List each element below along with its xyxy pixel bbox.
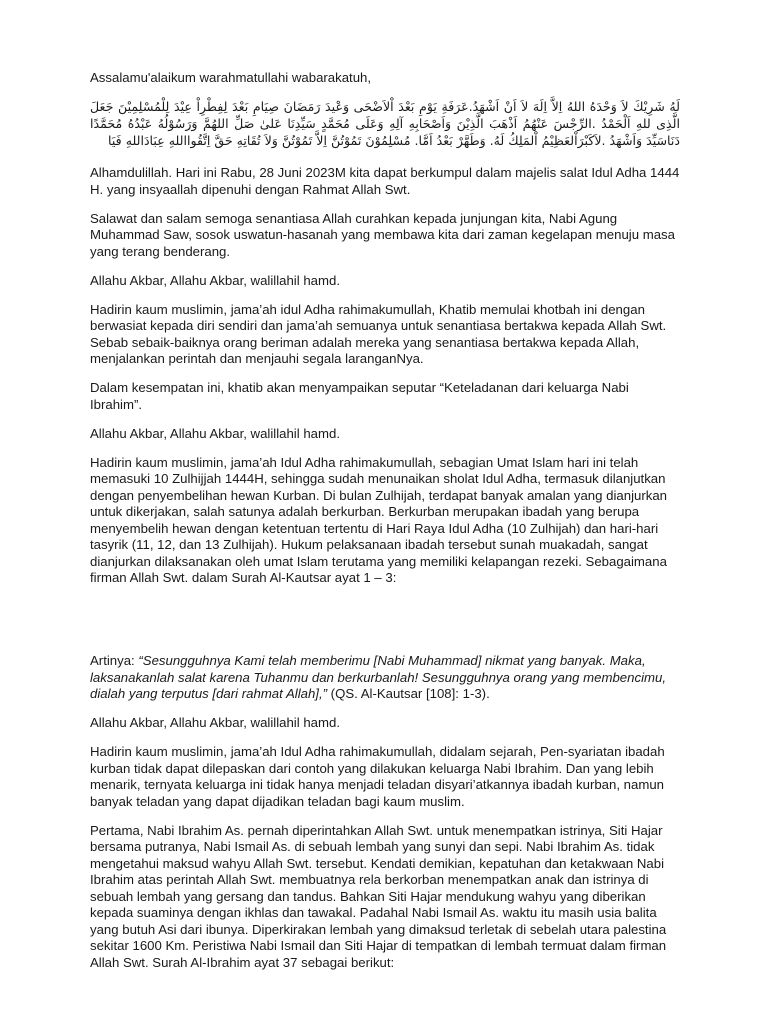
paragraph-sejarah-kurban: Hadirin kaum muslimin, jama’ah Idul Adha rahimakumullah, didalam sejarah, Pen-syariatan ibadah kurban tidak dapat dilepaskan dari contoh yang dilakukan keluarga Nabi Ibrahim. Dan yang lebih menarik, ternyata keluarga ini tidak hanya menjadi teladan disyari’atkannya ibadah kurban, namun banyak teladan yang dapat dijadikan teladan bagi kaum muslim. — [90, 744, 665, 809]
arabic-opening-text: لَهُ شَرِيْكَ لاَ وَحْدَهُ اللهُ اِلاَّ اِلَهَ لاَ اَنْ اَشْهَدُ.عَرَفَةِ يَوْمِ بَعْدَ اْلاَضْحَى وَعْيدَ رَمَضَانَ صِيَامِ بَعْدَ لِفِطْرِاْ عِيْدَ لِلْمُسْلِمِيْنَ جَعَلَ الَّذِى للهِ اَلْحَمْدُ .الرِّجْسَ عَنْهُمُ اَذْهَبَ الَّذِيْنَ وَاَصْحَابِهِ آلِهِ وَعَلَى مُحَمَّدٍ سَيِّدِنَا عَلىٰ صَلِّ اللهُمَّ وَرَسُوْلُهُ عَبْدُهُ مُحَمَّدًا دَنَاسَيِّدَ وَاَشْهَدُ .لاَكَبْرَاْلعَظِيْمُ اْلمَلِكُ لَهُ. وَطَهَّرْ بَعْدُ اَمَّا. مُسْلِمُوْنَ تَمُوْتُنَّ اِلاَّ تَمُوْتُنَّ وَلاَ تُقَاتِهِ حَقَّ اِتَّقُوااللهِ عِبَادَاللهِ فَيَا — [90, 99, 680, 148]
paragraph-ibadah-kurban: Hadirin kaum muslimin, jama’ah Idul Adha rahimakumullah, sebagian Umat Islam hari ini telah memasuki 10 Zulhijjah 1444H, sehingga sudah menunaikan sholat Idul Adha, termasuk dilanjutkan dengan penyembelihan hewan Kurban. Di bulan Zulhijah, terdapat banyak amalan yang dianjurkan untuk dikerjakan, salah satunya adalah berkurban. Berkurban merupakan ibadah yang berupa menyembelih hewan dengan ketentuan tertentu di Hari Raya Idul Adha (10 Zulhijah) dan hari-hari tasyrik (11, 12, dan 13 Zulhijah). Hukum pelaksanaan ibadah tersebut sunah muakadah, sangat dianjurkan dilaksanakan oleh umat Islam terutama yang memiliki kelapangan rezeki. Sebagaimana firman Allah Swt. dalam Surah Al-Kautsar ayat 1 – 3: — [90, 454, 667, 586]
paragraph-kisah-ibrahim: Pertama, Nabi Ibrahim As. pernah diperintahkan Allah Swt. untuk menempatkan istrinya, Siti Hajar bersama putranya, Nabi Ismail As. di sebuah lembah yang sunyi dan sepi. Nabi Ibrahim As. tidak mengetahui maksud wahyu Allah Swt. tersebut. Kendati demikian, kepatuhan dan ketakwaan Nabi Ibrahim atas perintah Allah Swt. membuatnya rela berkorban menempatkan anak dan istrinya di sebuah lembah yang gersang dan tandus. Bahkan Siti Hajar mendukung wahyu yang diberikan kepada suaminya dengan ikhlas dan tawakal. Padahal Nabi Ismail As. waktu itu masih usia balita yang butuh Asi dari ibunya. Diperkirakan lembah yang dimaksud terletak di sebelah utara palestina sekitar 1600 Km. Peristiwa Nabi Ismail dan Siti Hajar di tempatkan di lembah termuat dalam firman Allah Swt. Surah Al-Ibrahim ayat 37 sebagai berikut: — [90, 822, 667, 970]
greeting: Assalamu'alaikum warahmatullahi wabarakatuh, — [90, 70, 372, 85]
ayat-placeholder-space — [90, 599, 680, 653]
artinya-label: Artinya: — [90, 653, 139, 669]
artinya-quote: “Sesungguhnya Kami telah memberimu [Nabi Muhammad] nikmat yang banyak. Maka, laksanakanlah salat karena Tuhanmu dan berkurbanlah! Sesungguhnya orang yang membencimu, dialah yang terputus [dari rahmat Allah],” — [90, 653, 666, 702]
paragraph-takbir: Allahu Akbar, Allahu Akbar, walillahil hamd. — [90, 272, 340, 288]
artinya-citation: (QS. Al-Kautsar [108]: 1-3). — [327, 686, 490, 702]
paragraph-wasiat-takwa: Hadirin kaum muslimin, jama’ah idul Adha rahimakumullah, Khatib memulai khotbah ini dengan berwasiat kepada diri sendiri dan jama’ah semuanya untuk senantiasa bertakwa kepada Allah Swt. Sebab sebaik-baiknya orang beriman adalah mereka yang senantiasa bertakwa kepada Allah, menjalankan perintah dan menjauhi segala laranganNya. — [90, 301, 667, 367]
paragraph-artinya — [90, 653, 680, 703]
paragraph-salawat: Salawat dan salam semoga senantiasa Allah curahkan kepada junjungan kita, Nabi Agung Muhammad Saw, sosok uswatun-hasanah yang membawa kita dari zaman kegelapan menuju masa yang terang benderang. — [90, 210, 675, 259]
paragraph-takbir: Allahu Akbar, Allahu Akbar, walillahil hamd. — [90, 425, 340, 441]
paragraph-takbir: Allahu Akbar, Allahu Akbar, walillahil hamd. — [90, 715, 340, 731]
paragraph-tema-khutbah: Dalam kesempatan ini, khatib akan menyampaikan seputar “Keteladanan dari keluarga Nabi Ibrahim”. — [90, 380, 629, 412]
paragraph-alhamdulillah: Alhamdulillah. Hari ini Rabu, 28 Juni 2023M kita dapat berkumpul dalam majelis salat Idul Adha 1444 H. yang insyaallah dipenuhi dengan Rahmat Allah Swt. — [90, 165, 680, 197]
